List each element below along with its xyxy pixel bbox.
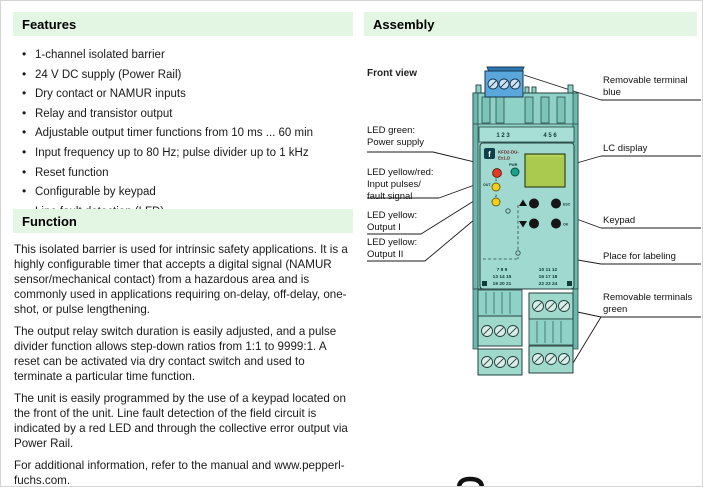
front-view-label: Front view xyxy=(367,68,418,79)
led-yellow-output2-icon xyxy=(492,198,500,206)
feature-item: • Relay and transistor output xyxy=(22,108,352,120)
green-terminal-lower-right xyxy=(529,346,573,373)
removable-terminals-green xyxy=(473,289,578,375)
callout-line: Input pulses/ xyxy=(367,179,421,190)
panel-screw-right xyxy=(567,281,572,286)
feature-item: • 24 V DC supply (Power Rail) xyxy=(22,69,352,81)
function-paragraph: The unit is easily programmed by the use of a keypad located on the front of the unit. Line fault detection of the field circuit is indicated by a red LED and through the collective error output via Power Rail. xyxy=(14,392,348,450)
svg-text:13 14 15: 13 14 15 xyxy=(492,275,512,280)
model-label-line2: Ex1.D xyxy=(498,155,511,161)
callout-line: blue xyxy=(603,87,621,98)
esc-label: ESC xyxy=(563,202,571,207)
callout-line: Power supply xyxy=(367,137,425,148)
function-paragraph: The output relay switch duration is easily adjusted, and a pulse divider function allows step-down ratios from 1:1 to 9999:1. A reset can be activated via dry contact switch and used to terminate a particular time function. xyxy=(14,325,337,383)
function-paragraph-period: . xyxy=(66,474,71,487)
pwr-label: PWR xyxy=(509,163,518,167)
feature-item: • Input frequency up to 80 Hz; pulse divider up to 1 kHz xyxy=(22,147,352,159)
callout-line: Output II xyxy=(367,249,404,260)
ok-button xyxy=(551,219,561,229)
green-terminal-upper-left xyxy=(478,316,522,346)
callout-line: Place for labeling xyxy=(603,251,676,262)
callout-line: Removable terminal xyxy=(603,75,688,86)
device-front-view-illustration xyxy=(1,1,703,487)
esc-button xyxy=(551,199,561,209)
feature-item: • Reset function xyxy=(22,167,352,179)
green-terminal-lower-left xyxy=(478,349,522,375)
website-link[interactable]: www.pepperl-fuchs.com xyxy=(14,459,345,487)
callout-line: LC display xyxy=(603,143,648,154)
out2-label: 2 xyxy=(495,194,497,198)
removable-terminal-blue xyxy=(485,67,524,97)
assembly-title: Assembly xyxy=(373,16,435,32)
callout-line: fault signal xyxy=(367,191,413,202)
svg-text:f: f xyxy=(488,150,491,159)
pf-logo xyxy=(484,148,495,159)
green-terminal-upper-right xyxy=(529,293,573,319)
function-paragraph-lead: For additional information, refer to the manual and xyxy=(14,459,275,472)
function-paragraph: This isolated barrier is used for intrinsic safety applications. It is a highly configurable timer that accepts a digital signal (NAMUR sensor/mechanical contact) from a hazardous area and is commonly used in applications requiring on-delay, off-delay, one-shot, or pulse lengthening. xyxy=(14,243,348,316)
top-terminal-numbers xyxy=(479,127,574,142)
callout-line: Output I xyxy=(367,222,401,233)
out-label: OUT xyxy=(483,183,491,187)
panel-screw-left xyxy=(482,281,487,286)
feature-item: • Dry contact or NAMUR inputs xyxy=(22,88,352,100)
cropped-bottom-figure xyxy=(459,479,482,487)
callout-line: LED green: xyxy=(367,125,416,136)
out1-label: 1 xyxy=(495,178,497,182)
terminal-screw-icon xyxy=(488,79,520,89)
feature-item: • 1-channel isolated barrier xyxy=(22,49,352,61)
down-button xyxy=(529,219,539,229)
callout-line: LED yellow/red: xyxy=(367,167,434,178)
svg-text:22 23 24: 22 23 24 xyxy=(538,282,558,287)
led-red-input-icon xyxy=(493,169,502,178)
up-button xyxy=(529,199,539,209)
svg-text:19 20 21: 19 20 21 xyxy=(492,282,512,287)
svg-text:10 11 12: 10 11 12 xyxy=(538,268,558,273)
led-green-power-icon xyxy=(511,168,519,176)
svg-text:4 5 6: 4 5 6 xyxy=(543,133,557,139)
feature-item: • Configurable by keypad xyxy=(22,186,352,198)
lc-display xyxy=(525,154,565,187)
callout-line: Removable terminals xyxy=(603,292,693,303)
features-title: Features xyxy=(22,16,77,32)
callout-line: LED yellow: xyxy=(367,237,418,248)
function-title: Function xyxy=(22,213,77,229)
svg-text:1 2 3: 1 2 3 xyxy=(496,133,510,139)
feature-item: • Adjustable output timer functions from 10 ms ... 60 min xyxy=(22,127,352,139)
ok-label: OK xyxy=(563,222,569,227)
svg-text:7 8 9: 7 8 9 xyxy=(496,268,508,273)
callout-line: Keypad xyxy=(603,215,636,226)
model-label-line1: KFD2-DU- xyxy=(498,149,519,155)
led-yellow-output1-icon xyxy=(492,183,500,191)
callout-line: green xyxy=(603,304,628,315)
callout-line: LED yellow: xyxy=(367,210,418,221)
svg-text:16 17 18: 16 17 18 xyxy=(538,275,558,280)
front-panel xyxy=(480,143,574,289)
